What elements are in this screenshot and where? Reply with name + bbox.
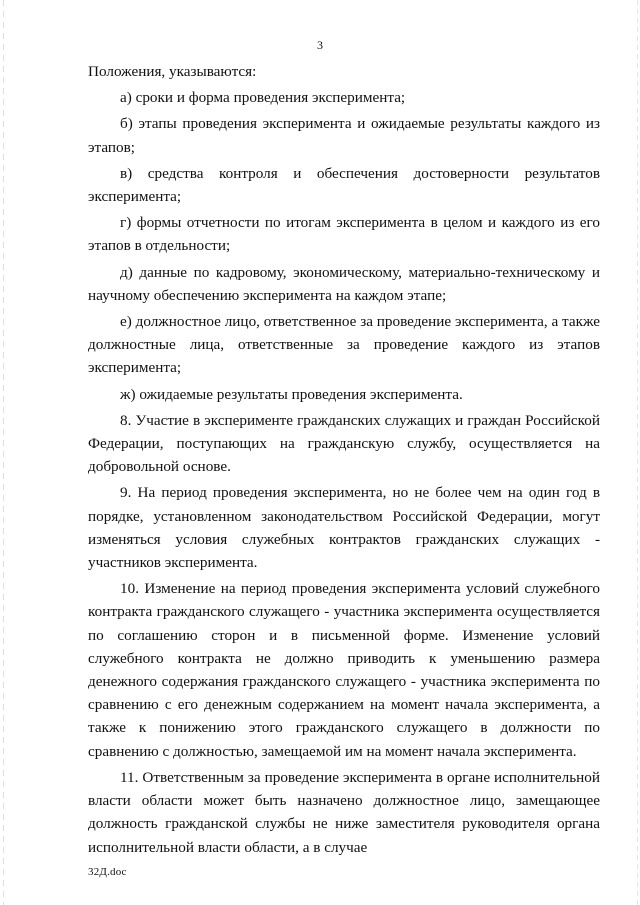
list-item-b: б) этапы проведения эксперимента и ожидаемые результаты каждого из этапов; bbox=[88, 115, 600, 156]
list-item-a: а) сроки и форма проведения эксперимента; bbox=[120, 89, 406, 107]
clause-8: 8. Участие в эксперименте гражданских служащих и граждан Российской Федерации, поступающих на гражданскую службу, осуществляется на добровольной основе. bbox=[88, 411, 600, 476]
list-item-e: е) должностное лицо, ответственное за проведение эксперимента, а также должностные лица, ответственные за проведение каждого из этапов эксперимента; bbox=[88, 313, 600, 377]
list-item-zh: ж) ожидаемые результаты проведения эксперимента. bbox=[120, 385, 463, 403]
clause-10: 10. Изменение на период проведения эксперимента условий служебного контракта гражданского служащего - участника эксперимента осуществляется по соглашению сторон и в письменной форме. Изменение условий служебного контракта не должно приводить к уменьшению размера денежного содержания гражданского служащего - участника эксперимента по сравнению с его денежным содержанием на момент начала эксперимента, а также к понижению этого гражданского служащего в должности по сравнению с должностью, замещаемой им на момент начала эксперимента. bbox=[88, 580, 600, 760]
list-item-v: в) средства контроля и обеспечения достоверности результатов эксперимента; bbox=[88, 164, 600, 206]
clause-9: 9. На период проведения эксперимента, но не более чем на один год в порядке, установленном законодательством Российской Федерации, могут изменяться условия служебных контрактов гражданских служащих - участников эксперимента. bbox=[88, 484, 600, 572]
paragraph-intro: Положения, указываются: bbox=[88, 63, 257, 80]
document-body bbox=[88, 60, 600, 862]
clause-11: 11. Ответственным за проведение эксперимента в органе исполнительной власти области может быть назначено должностное лицо, замещающее должность гражданской службы не ниже заместителя руководителя органа исполнительной власти области, а в случае bbox=[88, 768, 600, 856]
list-item-g: г) формы отчетности по итогам эксперимента в целом и каждого из его этапов в отдельности; bbox=[88, 214, 600, 255]
list-item-d: д) данные по кадровому, экономическому, материально-техническому и научному обеспечению эксперимента на каждом этапе; bbox=[88, 263, 600, 304]
footer-filename: 32Д.doc bbox=[88, 866, 127, 878]
page-number: 3 bbox=[317, 38, 323, 52]
scan-edge-right bbox=[637, 0, 638, 905]
scan-edge-left bbox=[3, 0, 4, 905]
